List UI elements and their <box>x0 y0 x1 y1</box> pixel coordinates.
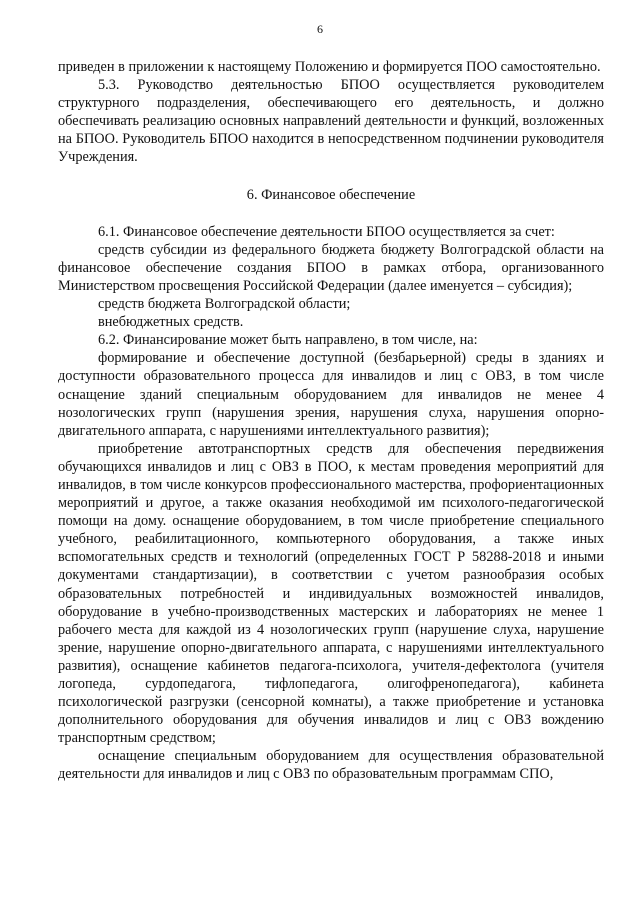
list-item-special-equipment: оснащение специальным оборудованием для осуществления образовательной деятельности для инвалидов и лиц с ОВЗ по образовательным программам СПО, <box>58 748 604 783</box>
list-item-accessible-environment: формирование и обеспечение доступной (безбарьерной) среды в зданиях и доступности образовательного процесса для инвалидов и лиц с ОВЗ, в том числе оснащение зданий специальным оборудованием для инвалидов не менее 4 нозологических групп (нарушения зрения, нарушения слуха, нарушения опорно-двигательного аппарата, с нарушениями интеллектуального развития); <box>58 350 604 439</box>
section-heading: 6. Финансовое обеспечение <box>246 186 416 203</box>
list-item-vehicles-equipment: приобретение автотранспортных средств для обеспечения передвижения обучающихся инвалидов и лиц с ОВЗ в ПОО, к местам проведения мероприятий для инвалидов, в том числе конкурсов профессионального мастерства, профориентационных мероприятий и другое, а также оказания необходимой им психолого-педагогической помощи на дому. оснащение оборудованием, в том числе приобретение специального учебного, реабилитационного, компьютерного оборудования, а также иных вспомогательных средств и технологий (определенных ГОСТ Р 58288-2018 и иными документами стандартизации), в соответствии с учетом разнообразия особых образовательных потребностей и индивидуальных возможностей инвалидов, оборудование в учебно-производственных мастерских и лабораториях не менее 1 рабочего места для каждой из 4 нозологических групп (нарушение слуха, нарушение зрение, нарушение опорно-двигательного аппарата, с нарушениями интеллектуального развития), оснащение кабинетов педагога-психолога, учителя-дефектолога (учителя логопеда, сурдопедагога, тифлопедагога, олигофренопедагога), кабинета психологической разгрузки (сенсорной комнаты), а также приобретение и установка дополнительного оборудования для обучения инвалидов и лиц с ОВЗ вождению транспортным средством; <box>58 440 604 747</box>
list-item-subsidy: средств субсидии из федерального бюджета бюджету Волгоградской области на финансовое обеспечение создания БПОО в рамках отбора, организованного Министерством просвещения Российской Федерации (далее именуется – субсидия); <box>58 241 604 294</box>
paragraph-5-3: 5.3. Руководство деятельностью БПОО осуществляется руководителем структурного подразделения, обеспечивающего его деятельность, и должно обеспечивать реализацию основных направлений деятельности и функций, возложенных на БПОО. Руководитель БПОО находится в непосредственном подчинении руководителя Учреждения. <box>58 77 604 166</box>
paragraph-6-1: 6.1. Финансовое обеспечение деятельности БПОО осуществляется за счет: <box>98 223 555 240</box>
list-item-extrabudgetary: внебюджетных средств. <box>98 314 244 331</box>
paragraph-continuation: приведен в приложении к настоящему Положению и формируется ПОО самостоятельно. <box>58 59 601 75</box>
paragraph-6-2: 6.2. Финансирование может быть направлено, в том числе, на: <box>98 332 478 349</box>
list-item-regional-budget: средств бюджета Волгоградской области; <box>98 296 351 313</box>
document-body <box>58 58 604 784</box>
page-number: 6 <box>317 22 323 36</box>
